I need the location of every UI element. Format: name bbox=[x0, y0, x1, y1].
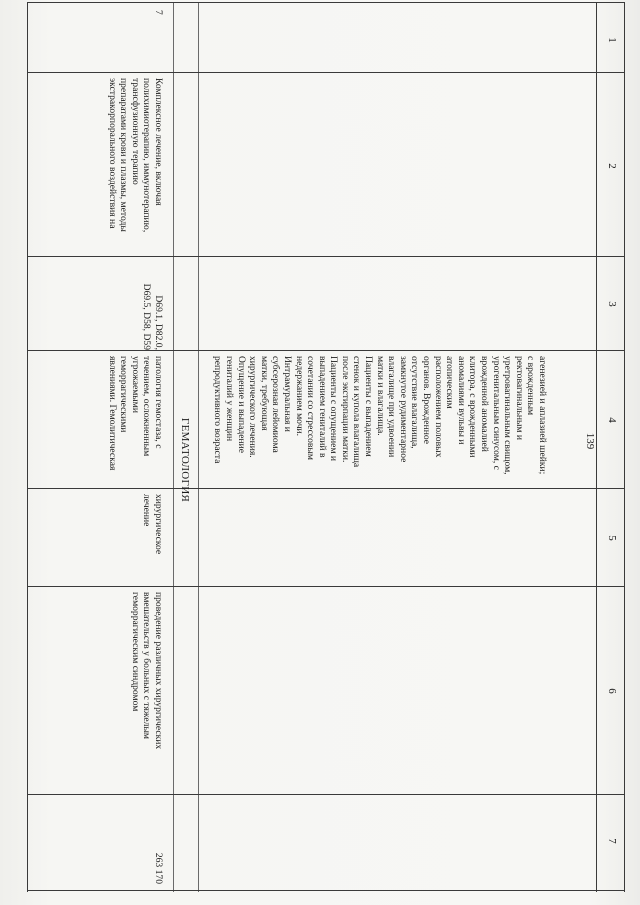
column-border bbox=[27, 256, 625, 257]
column-number-7: 7 bbox=[606, 838, 618, 844]
table-top-border bbox=[624, 2, 625, 892]
table-bottom-border bbox=[27, 2, 28, 892]
column-border bbox=[27, 72, 625, 73]
column-number-4: 4 bbox=[606, 417, 618, 423]
column-border bbox=[27, 350, 625, 351]
treatment-description: проведение различных хирургических вмешательств у больных с тяжелым геморрагическим синдромом bbox=[129, 592, 164, 750]
section-top-border bbox=[198, 2, 199, 892]
row-number: 7 bbox=[153, 10, 164, 15]
column-number-1: 1 bbox=[606, 37, 618, 43]
cost-value: 263 170 bbox=[153, 852, 164, 884]
column-number-3: 3 bbox=[606, 301, 618, 307]
column-number-2: 2 bbox=[606, 163, 618, 169]
continued-patient-model-text: агенезией и аплазией шейки; с врожденным ректовагинальным и уретровагинальным свищом, урогенитальным синусом, с врожденной аномалией клитора, с врожденными аномалиями вульвы и атопическим расположением половых органов. Врожденное отсутствие влагалища, замкнутое рудиментарное влагалище при удвоении матки и влагалища. Пациенты с выпадением стенок и купола влагалища после экстирпации матки. Пациенты с опущением и выпадением гениталий в сочетании со стрессовым недержанием мочи. Интрамуральная и субсерозная лейомиома матки, требующая хирургического лечения. Опущение и выпадение гениталий у женщин репродуктивного возраста bbox=[212, 356, 548, 475]
column-border bbox=[27, 586, 625, 587]
section-title: ГЕМАТОЛОГИЯ bbox=[179, 417, 191, 503]
column-border bbox=[27, 488, 625, 489]
column-number-5: 5 bbox=[606, 535, 618, 541]
column-border bbox=[27, 2, 625, 3]
diagnosis-codes: D69.1, D82.0, D69.5, D58, D59 bbox=[141, 283, 164, 350]
page-number: 139 bbox=[584, 432, 596, 450]
header-bottom-border bbox=[596, 2, 597, 892]
treatment-type: хирургическое лечение bbox=[141, 494, 164, 555]
patient-model-text: патология гемостаза, с течением, осложненным угрожаемыми геморрагическими явлениями. Гемолитическая bbox=[106, 356, 164, 471]
column-border bbox=[27, 890, 625, 891]
method-text: Комплексное лечение, включая полихимиотерапию, иммунотерапию, трансфузионную терапию препаратами крови и плазмы, методы экстракорпорального воздействия на bbox=[106, 78, 164, 233]
section-bottom-border bbox=[173, 2, 174, 892]
column-number-6: 6 bbox=[606, 688, 618, 694]
column-border bbox=[27, 794, 625, 795]
